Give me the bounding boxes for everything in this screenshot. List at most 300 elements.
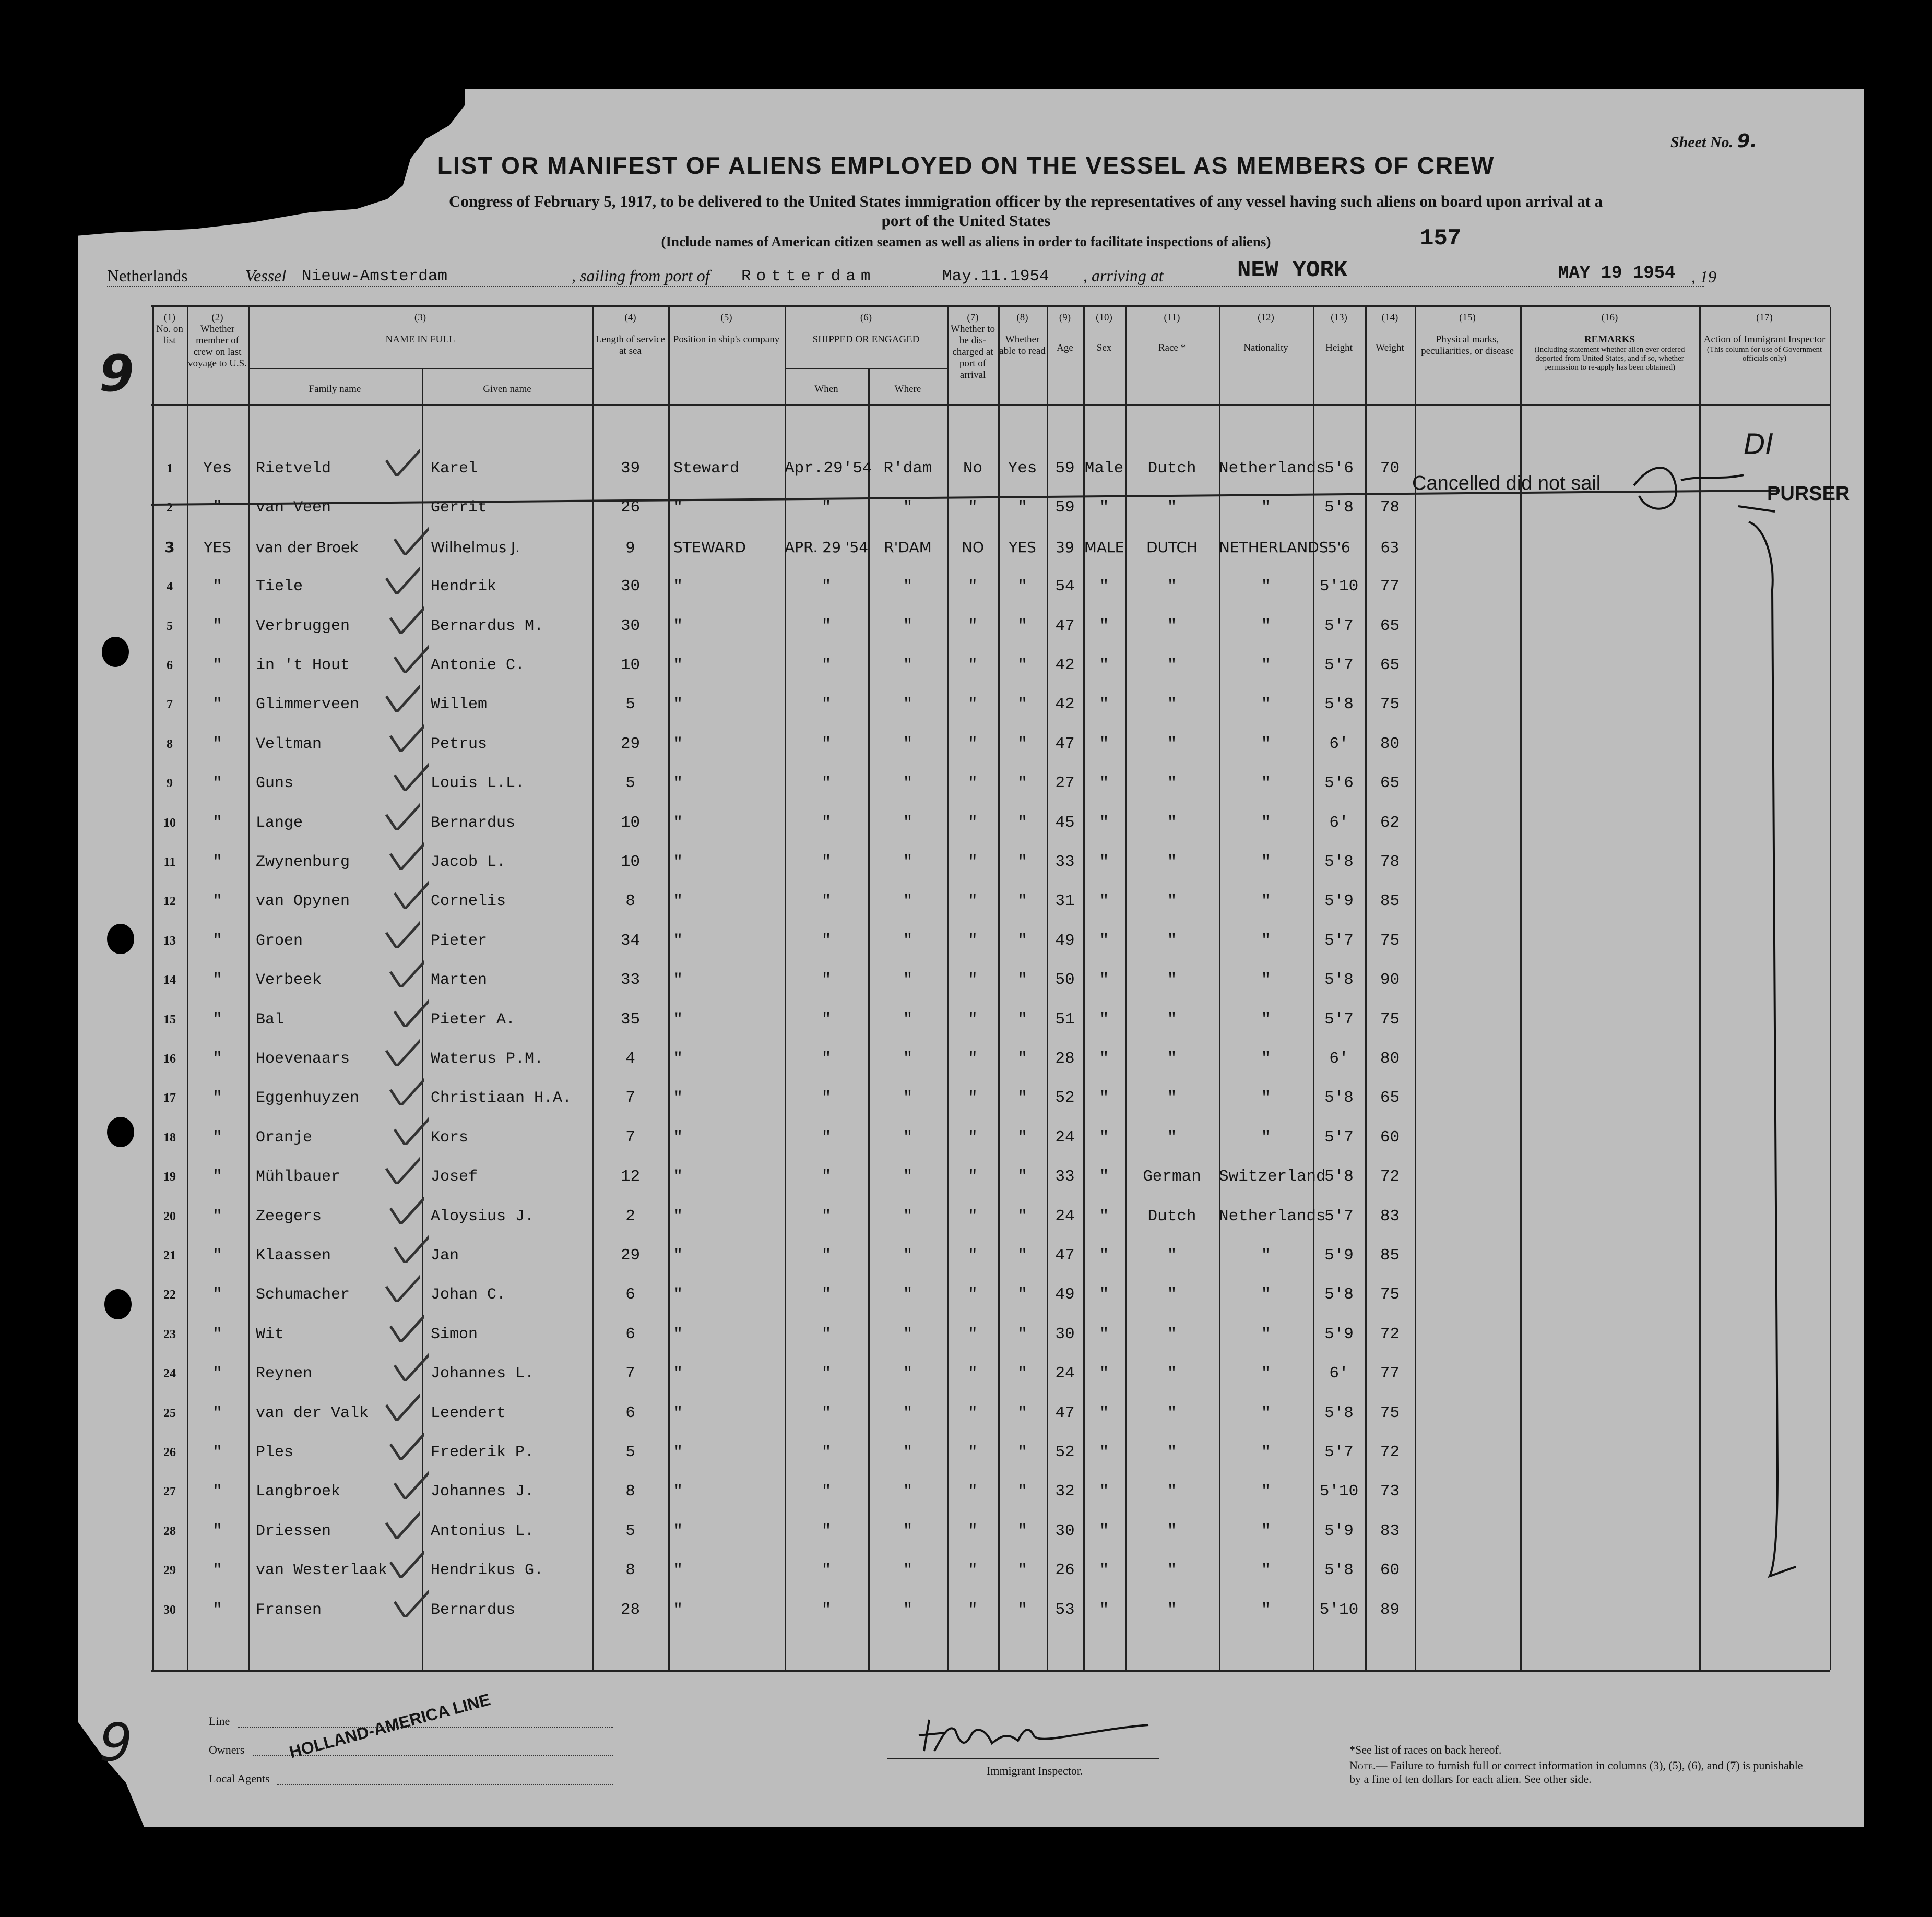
last-voyage: Yes [203, 459, 232, 478]
age: 59 [1055, 459, 1075, 478]
position: " [673, 971, 683, 989]
sex: " [1099, 814, 1109, 832]
sex: " [1099, 735, 1109, 753]
position: " [673, 657, 683, 674]
col-rule [1830, 307, 1831, 1670]
age: 47 [1055, 1404, 1075, 1422]
arriving-label: , arriving at [1083, 266, 1164, 285]
able-to-read: " [1017, 1364, 1027, 1383]
header-when: When [814, 384, 838, 395]
sex: " [1099, 892, 1109, 910]
able-to-read: " [1017, 656, 1027, 674]
last-voyage: " [212, 1128, 222, 1147]
age: 24 [1055, 1128, 1075, 1147]
row-number: 17 [163, 1091, 176, 1105]
row-number: 25 [163, 1407, 176, 1420]
sex: " [1099, 1168, 1109, 1186]
family-name: in 't Hout [256, 657, 350, 674]
row-number: 28 [163, 1525, 176, 1538]
remark-cancelled: Cancelled did not sail [1412, 472, 1601, 494]
height: 5'7 [1324, 1128, 1354, 1147]
shipped-where: " [903, 1522, 913, 1540]
able-to-read: " [1017, 1561, 1027, 1579]
height: 5'9 [1324, 1246, 1354, 1265]
check-mark-icon [388, 1428, 424, 1460]
race: " [1167, 932, 1177, 950]
last-voyage: " [212, 1404, 222, 1422]
header-col-10: (10) Sex [1096, 312, 1112, 353]
service-years: 8 [625, 1561, 635, 1579]
margin-page-number-bottom: 9 [99, 1712, 133, 1773]
nationality: " [1261, 1601, 1271, 1619]
family-name: Eggenhuyzen [256, 1089, 360, 1107]
service-years: 29 [620, 735, 641, 753]
race: " [1167, 617, 1177, 635]
header-col-15: (15) Physical marks, peculiarities, or disease [1421, 312, 1514, 356]
family-name: Groen [256, 932, 303, 950]
sex: " [1099, 1325, 1109, 1343]
age: 27 [1055, 774, 1075, 792]
age: 59 [1055, 498, 1075, 517]
shipped-when: " [821, 1325, 832, 1343]
given-name: Hendrik [431, 578, 497, 596]
given-name: Christiaan H.A. [431, 1089, 572, 1107]
height: 5'9 [1324, 1325, 1354, 1343]
row-number: 11 [163, 855, 176, 869]
row-number: 19 [163, 1170, 176, 1184]
nationality: " [1261, 1364, 1271, 1383]
service-years: 7 [625, 1128, 635, 1147]
last-voyage: YES [204, 539, 231, 556]
page-title: LIST OR MANIFEST OF ALIENS EMPLOYED ON THE VESSEL AS MEMBERS OF CREW [437, 152, 1495, 179]
able-to-read: " [1017, 1128, 1027, 1147]
check-mark-icon [388, 1074, 424, 1105]
nationality: " [1261, 1285, 1271, 1304]
discharged: " [968, 1482, 978, 1501]
row-number: 20 [163, 1210, 176, 1223]
inspector-signature-icon [914, 1714, 1154, 1761]
able-to-read: " [1017, 1207, 1027, 1225]
sex: " [1099, 1050, 1109, 1068]
race: " [1167, 1050, 1177, 1068]
races-note: *See list of races on back hereof. [1349, 1743, 1502, 1756]
sex: Male [1084, 459, 1124, 478]
family-name: Reynen [256, 1365, 313, 1383]
race: " [1167, 774, 1177, 792]
weight: 89 [1380, 1601, 1400, 1619]
check-mark-icon [384, 1035, 420, 1066]
able-to-read: " [1017, 1522, 1027, 1540]
shipped-where: " [903, 577, 913, 596]
given-name: Pieter A. [431, 1011, 516, 1029]
race: " [1167, 971, 1177, 989]
weight: 75 [1380, 1285, 1400, 1304]
sex: " [1099, 1404, 1109, 1422]
sailing-port: Rotterdam [741, 267, 876, 285]
able-to-read: " [1017, 932, 1027, 950]
age: 39 [1056, 539, 1074, 556]
position: " [673, 1562, 683, 1579]
able-to-read: YES [1009, 539, 1036, 556]
stamp-number: 157 [1420, 225, 1462, 252]
shipped-where: " [903, 1128, 913, 1147]
height: 5'8 [1324, 971, 1354, 989]
voyage-underline [107, 286, 1704, 287]
shipped-where: " [903, 656, 913, 674]
check-mark-icon [392, 641, 429, 673]
last-voyage: " [212, 892, 222, 910]
weight: 72 [1380, 1325, 1400, 1343]
weight: 65 [1380, 617, 1400, 635]
sex: " [1099, 577, 1109, 596]
weight: 83 [1380, 1207, 1400, 1225]
last-voyage: " [212, 735, 222, 753]
weight: 75 [1380, 695, 1400, 713]
voyage-flag: Netherlands [107, 266, 188, 285]
position: " [673, 1286, 683, 1304]
weight: 77 [1380, 577, 1400, 596]
shipped-where: " [903, 971, 913, 989]
col-rule [668, 307, 670, 1670]
age: 47 [1055, 1246, 1075, 1265]
position: " [673, 775, 683, 792]
last-voyage: " [212, 498, 222, 517]
last-voyage: " [212, 1050, 222, 1068]
race: " [1167, 853, 1177, 871]
shipped-where: " [903, 1207, 913, 1225]
row-number: 4 [167, 580, 173, 593]
sex: " [1099, 1482, 1109, 1501]
weight: 85 [1380, 1246, 1400, 1265]
sex: " [1099, 1010, 1109, 1029]
check-mark-icon [384, 681, 420, 712]
last-voyage: " [212, 1168, 222, 1186]
discharged: NO [962, 539, 984, 556]
discharged: " [968, 1285, 978, 1304]
check-mark-icon [388, 956, 424, 987]
margin-page-number: 9 [99, 344, 134, 403]
height: 5'8 [1324, 1285, 1354, 1304]
position: " [673, 1365, 683, 1383]
nationality: " [1261, 1561, 1271, 1579]
header-col-2: (2) Whether member of crew on last voyage to U.S. [188, 312, 247, 369]
position: " [673, 696, 683, 713]
given-name: Leendert [431, 1404, 506, 1422]
position: " [673, 499, 683, 517]
discharged: " [968, 617, 978, 635]
discharged: " [968, 695, 978, 713]
position: " [673, 735, 683, 753]
able-to-read: " [1017, 1246, 1027, 1265]
height: 5'8 [1324, 853, 1354, 871]
age: 31 [1055, 892, 1075, 910]
row-number: 3 [164, 539, 175, 556]
sex: " [1099, 1246, 1109, 1265]
family-name: Bal [256, 1011, 285, 1029]
given-name: Kors [431, 1129, 469, 1147]
shipped-when: " [821, 1482, 832, 1501]
punch-hole [104, 1289, 132, 1319]
punch-hole [107, 924, 134, 954]
sex: " [1099, 498, 1109, 517]
shipped-when: " [821, 577, 832, 596]
service-years: 4 [625, 1050, 635, 1068]
height: 5'8 [1324, 498, 1354, 517]
service-years: 5 [625, 1522, 635, 1540]
height: 6' [1329, 814, 1349, 832]
row-number: 29 [163, 1564, 176, 1577]
age: 42 [1055, 695, 1075, 713]
last-voyage: " [212, 1522, 222, 1540]
check-mark-icon [384, 1271, 420, 1302]
nationality: " [1261, 774, 1271, 792]
shipped-where: " [903, 1404, 913, 1422]
age: 28 [1055, 1050, 1075, 1068]
arrival-date: MAY 19 1954 [1558, 264, 1676, 283]
shipped-when: " [821, 1207, 832, 1225]
discharged: No [963, 459, 983, 478]
given-name: Josef [431, 1168, 478, 1186]
col-rule [1415, 307, 1416, 1670]
family-name: Fransen [256, 1601, 322, 1619]
row-number: 2 [167, 501, 173, 515]
race: " [1167, 1325, 1177, 1343]
shipped-when: " [821, 695, 832, 713]
age: 33 [1055, 853, 1075, 871]
row-number: 8 [167, 737, 173, 751]
service-years: 9 [625, 539, 635, 556]
check-mark-icon [384, 445, 420, 476]
shipped-where: " [903, 932, 913, 950]
height: 5'6 [1327, 539, 1350, 556]
header-where: Where [894, 384, 921, 395]
family-name: Oranje [256, 1129, 313, 1147]
row-number: 14 [163, 973, 176, 987]
last-voyage: " [212, 774, 222, 792]
nationality: " [1261, 695, 1271, 713]
given-name: Marten [431, 971, 488, 989]
family-name: Zeegers [256, 1208, 322, 1225]
check-mark-icon [392, 1114, 429, 1145]
shipped-where: " [903, 853, 913, 871]
weight: 72 [1380, 1168, 1400, 1186]
age: 54 [1055, 577, 1075, 596]
nationality: " [1261, 892, 1271, 910]
weight: 65 [1380, 656, 1400, 674]
inspector-label: Immigrant Inspector. [987, 1764, 1083, 1777]
discharged: " [968, 1207, 978, 1225]
position: " [673, 892, 683, 910]
row-number: 1 [167, 462, 173, 475]
height: 5'7 [1324, 617, 1354, 635]
punch-hole [107, 1117, 134, 1147]
age: 30 [1055, 1522, 1075, 1540]
height: 5'7 [1324, 1443, 1354, 1461]
owners-label: Owners [209, 1743, 245, 1756]
family-name: Verbruggen [256, 617, 350, 635]
race: " [1167, 1404, 1177, 1422]
discharged: " [968, 735, 978, 753]
header-col-9: (9) Age [1057, 312, 1073, 353]
row-number: 26 [163, 1446, 176, 1459]
position: " [673, 1050, 683, 1068]
weight: 83 [1380, 1522, 1400, 1540]
check-mark-icon [392, 523, 429, 555]
race: " [1167, 1128, 1177, 1147]
position: " [673, 1208, 683, 1225]
service-years: 39 [620, 459, 641, 478]
race: Dutch [1147, 459, 1196, 478]
age: 32 [1055, 1482, 1075, 1501]
last-voyage: " [212, 932, 222, 950]
nationality: " [1261, 1050, 1271, 1068]
shipped-where: " [903, 1089, 913, 1107]
inspector-mark: DI [1744, 428, 1774, 461]
punch-hole [102, 637, 129, 667]
discharged: " [968, 1246, 978, 1265]
nationality: Netherlands [1219, 459, 1326, 478]
age: 30 [1055, 1325, 1075, 1343]
discharged: " [968, 1128, 978, 1147]
shipped-where: " [903, 1561, 913, 1579]
given-name: Johannes L. [431, 1365, 535, 1383]
vessel-label: Vessel [245, 266, 287, 285]
subtitle-act: Congress of February 5, 1917, to be delivered to the United States immigration officer by the representatives of any vessel having such aliens on board upon arrival at a [448, 192, 1603, 210]
position: " [673, 1601, 683, 1619]
race: " [1167, 814, 1177, 832]
subtitle-port: port of the United States [881, 211, 1051, 230]
vessel-name: Nieuw-Amsterdam [302, 267, 448, 285]
shipped-when: Apr.29'54 [785, 459, 872, 478]
header-col-13: (13) Height [1325, 312, 1353, 353]
sex: " [1099, 1522, 1109, 1540]
nationality: " [1261, 1089, 1271, 1107]
family-name: van Opynen [256, 892, 350, 910]
shipped-when: " [821, 774, 832, 792]
shipped-when: " [821, 1364, 832, 1383]
shipped-when: " [821, 656, 832, 674]
given-name: Jacob L. [431, 853, 506, 871]
able-to-read: " [1017, 1404, 1027, 1422]
height: 5'8 [1324, 1404, 1354, 1422]
last-voyage: " [212, 1443, 222, 1461]
shipped-when: " [821, 1522, 832, 1540]
check-mark-icon [384, 917, 420, 948]
height: 5'10 [1319, 1601, 1359, 1619]
discharged: " [968, 774, 978, 792]
nationality: " [1261, 1404, 1271, 1422]
discharged: " [968, 1010, 978, 1029]
race: " [1167, 1364, 1177, 1383]
family-name: van der Broek [256, 539, 359, 556]
service-years: 29 [620, 1246, 641, 1265]
able-to-read: " [1017, 1050, 1027, 1068]
service-years: 28 [620, 1601, 641, 1619]
family-name: van der Valk [256, 1404, 369, 1422]
given-name: Antonie C. [431, 657, 525, 674]
sex: " [1099, 1443, 1109, 1461]
age: 24 [1055, 1207, 1075, 1225]
race: Dutch [1147, 1207, 1196, 1225]
height: 5'7 [1324, 1010, 1354, 1029]
shipped-when: " [821, 1246, 832, 1265]
given-name: Simon [431, 1326, 478, 1343]
last-voyage: " [212, 1482, 222, 1501]
able-to-read: " [1017, 1285, 1027, 1304]
race: " [1167, 498, 1177, 517]
year-suffix: , 19 [1691, 267, 1716, 286]
height: 5'8 [1324, 1168, 1354, 1186]
able-to-read: " [1017, 853, 1027, 871]
age: 24 [1055, 1364, 1075, 1383]
given-name: Johannes J. [431, 1483, 535, 1501]
check-mark-icon [392, 1350, 429, 1381]
check-mark-icon [388, 720, 424, 752]
header-col-1: (1) No. on list [156, 312, 183, 346]
given-name: Willem [431, 696, 488, 713]
given-name: Bernardus M. [431, 617, 544, 635]
discharged: " [968, 498, 978, 517]
header-col-12: (12) Nationality [1243, 312, 1288, 353]
able-to-read: " [1017, 892, 1027, 910]
sex: " [1099, 1089, 1109, 1107]
shipped-when: " [821, 1050, 832, 1068]
height: 5'10 [1319, 1482, 1359, 1501]
discharged: " [968, 1089, 978, 1107]
shipped-where: " [903, 617, 913, 635]
able-to-read: " [1017, 1089, 1027, 1107]
name-subheader-rule [248, 368, 592, 369]
discharged: " [968, 577, 978, 596]
able-to-read: " [1017, 1325, 1027, 1343]
col-rule [248, 307, 250, 1670]
race: " [1167, 1089, 1177, 1107]
weight: 77 [1380, 1364, 1400, 1383]
weight: 75 [1380, 932, 1400, 950]
shipped-where: " [903, 774, 913, 792]
height: 6' [1329, 735, 1349, 753]
race: " [1167, 1561, 1177, 1579]
shipped-where: " [903, 814, 913, 832]
service-years: 8 [625, 892, 635, 910]
weight: 80 [1380, 735, 1400, 753]
race: " [1167, 656, 1177, 674]
last-voyage: " [212, 1010, 222, 1029]
family-name: Rietveld [256, 460, 331, 478]
given-name: Wilhelmus J. [431, 539, 520, 556]
shipped-where: " [903, 1325, 913, 1343]
nationality: " [1261, 1010, 1271, 1029]
discharged: " [968, 892, 978, 910]
given-name: Jan [431, 1247, 459, 1265]
service-years: 12 [620, 1168, 641, 1186]
nationality: " [1261, 617, 1271, 635]
shipped-when: " [821, 932, 832, 950]
weight: 80 [1380, 1050, 1400, 1068]
last-voyage: " [212, 814, 222, 832]
position: " [673, 1326, 683, 1343]
race: " [1167, 1522, 1177, 1540]
last-voyage: " [212, 1601, 222, 1619]
last-voyage: " [212, 656, 222, 674]
race: " [1167, 1601, 1177, 1619]
nationality: " [1261, 1522, 1271, 1540]
race: " [1167, 577, 1177, 596]
subtitle-note: (Include names of American citizen seamen as well as aliens in order to facilitate inspections of aliens) [661, 234, 1271, 249]
position: STEWARD [673, 539, 746, 556]
check-mark-icon [388, 1311, 424, 1342]
shipped-where: " [903, 1285, 913, 1304]
